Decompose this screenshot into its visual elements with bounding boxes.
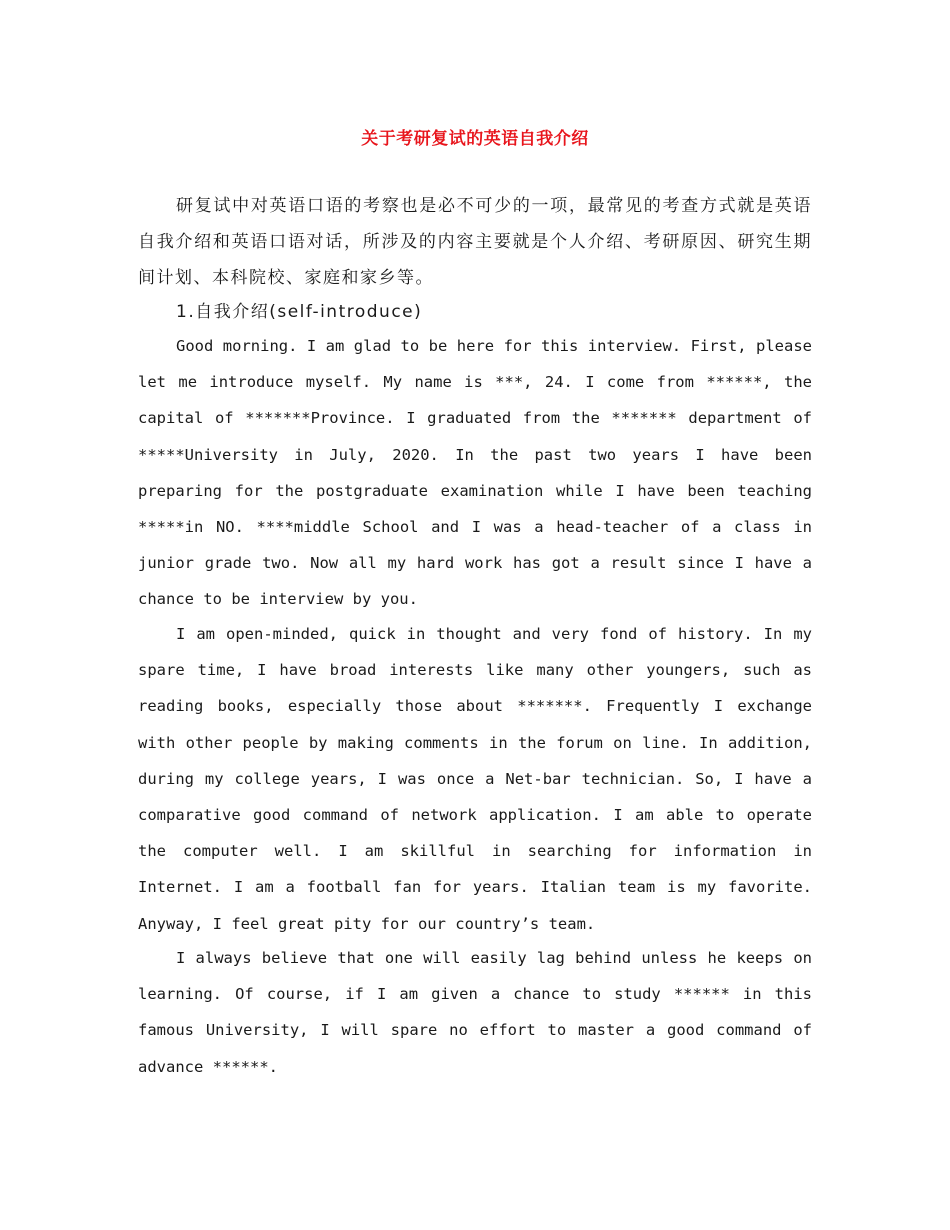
- body-paragraph-personality: I am open-minded, quick in thought and very fond of history. In my spare time, I have broad interests like many other youngers, such as reading books, especially those about *******. Frequently I exchange with other people by making comments in the forum on line. In addition, during my college years, I was once a Net-bar technician. So, I have a comparative good command of network application. I am able to operate the computer well. I am skillful in searching for information in Internet. I am a football fan for years. Italian team is my favorite. Anyway, I feel great pity for our country’s team.: [138, 625, 812, 933]
- section-heading: 1.自我介绍(self-introduce): [176, 302, 423, 322]
- document-title: 关于考研复试的英语自我介绍: [361, 129, 589, 149]
- body-paragraph-greeting: Good morning. I am glad to be here for this interview. First, please let me introduce myself. My name is ***, 24. I come from ******, the capital of *******Province. I graduated from the ******* department of *****University in July, 2020. In the past two years I have been preparing for the postgraduate examination while I have been teaching *****in NO. ****middle School and I was a head-teacher of a class in junior grade two. Now all my hard work has got a result since I have a chance to be interview by you.: [138, 337, 812, 609]
- body-paragraph-learning: I always believe that one will easily lag behind unless he keeps on learning. Of course, if I am given a chance to study ****** in this famous University, I will spare no effort to master a good command of advance ******.: [138, 949, 812, 1076]
- intro-paragraph: 研复试中对英语口语的考察也是必不可少的一项，最常见的考查方式就是英语自我介绍和英语口语对话，所涉及的内容主要就是个人介绍、考研原因、研究生期间计划、本科院校、家庭和家乡等。: [138, 196, 812, 289]
